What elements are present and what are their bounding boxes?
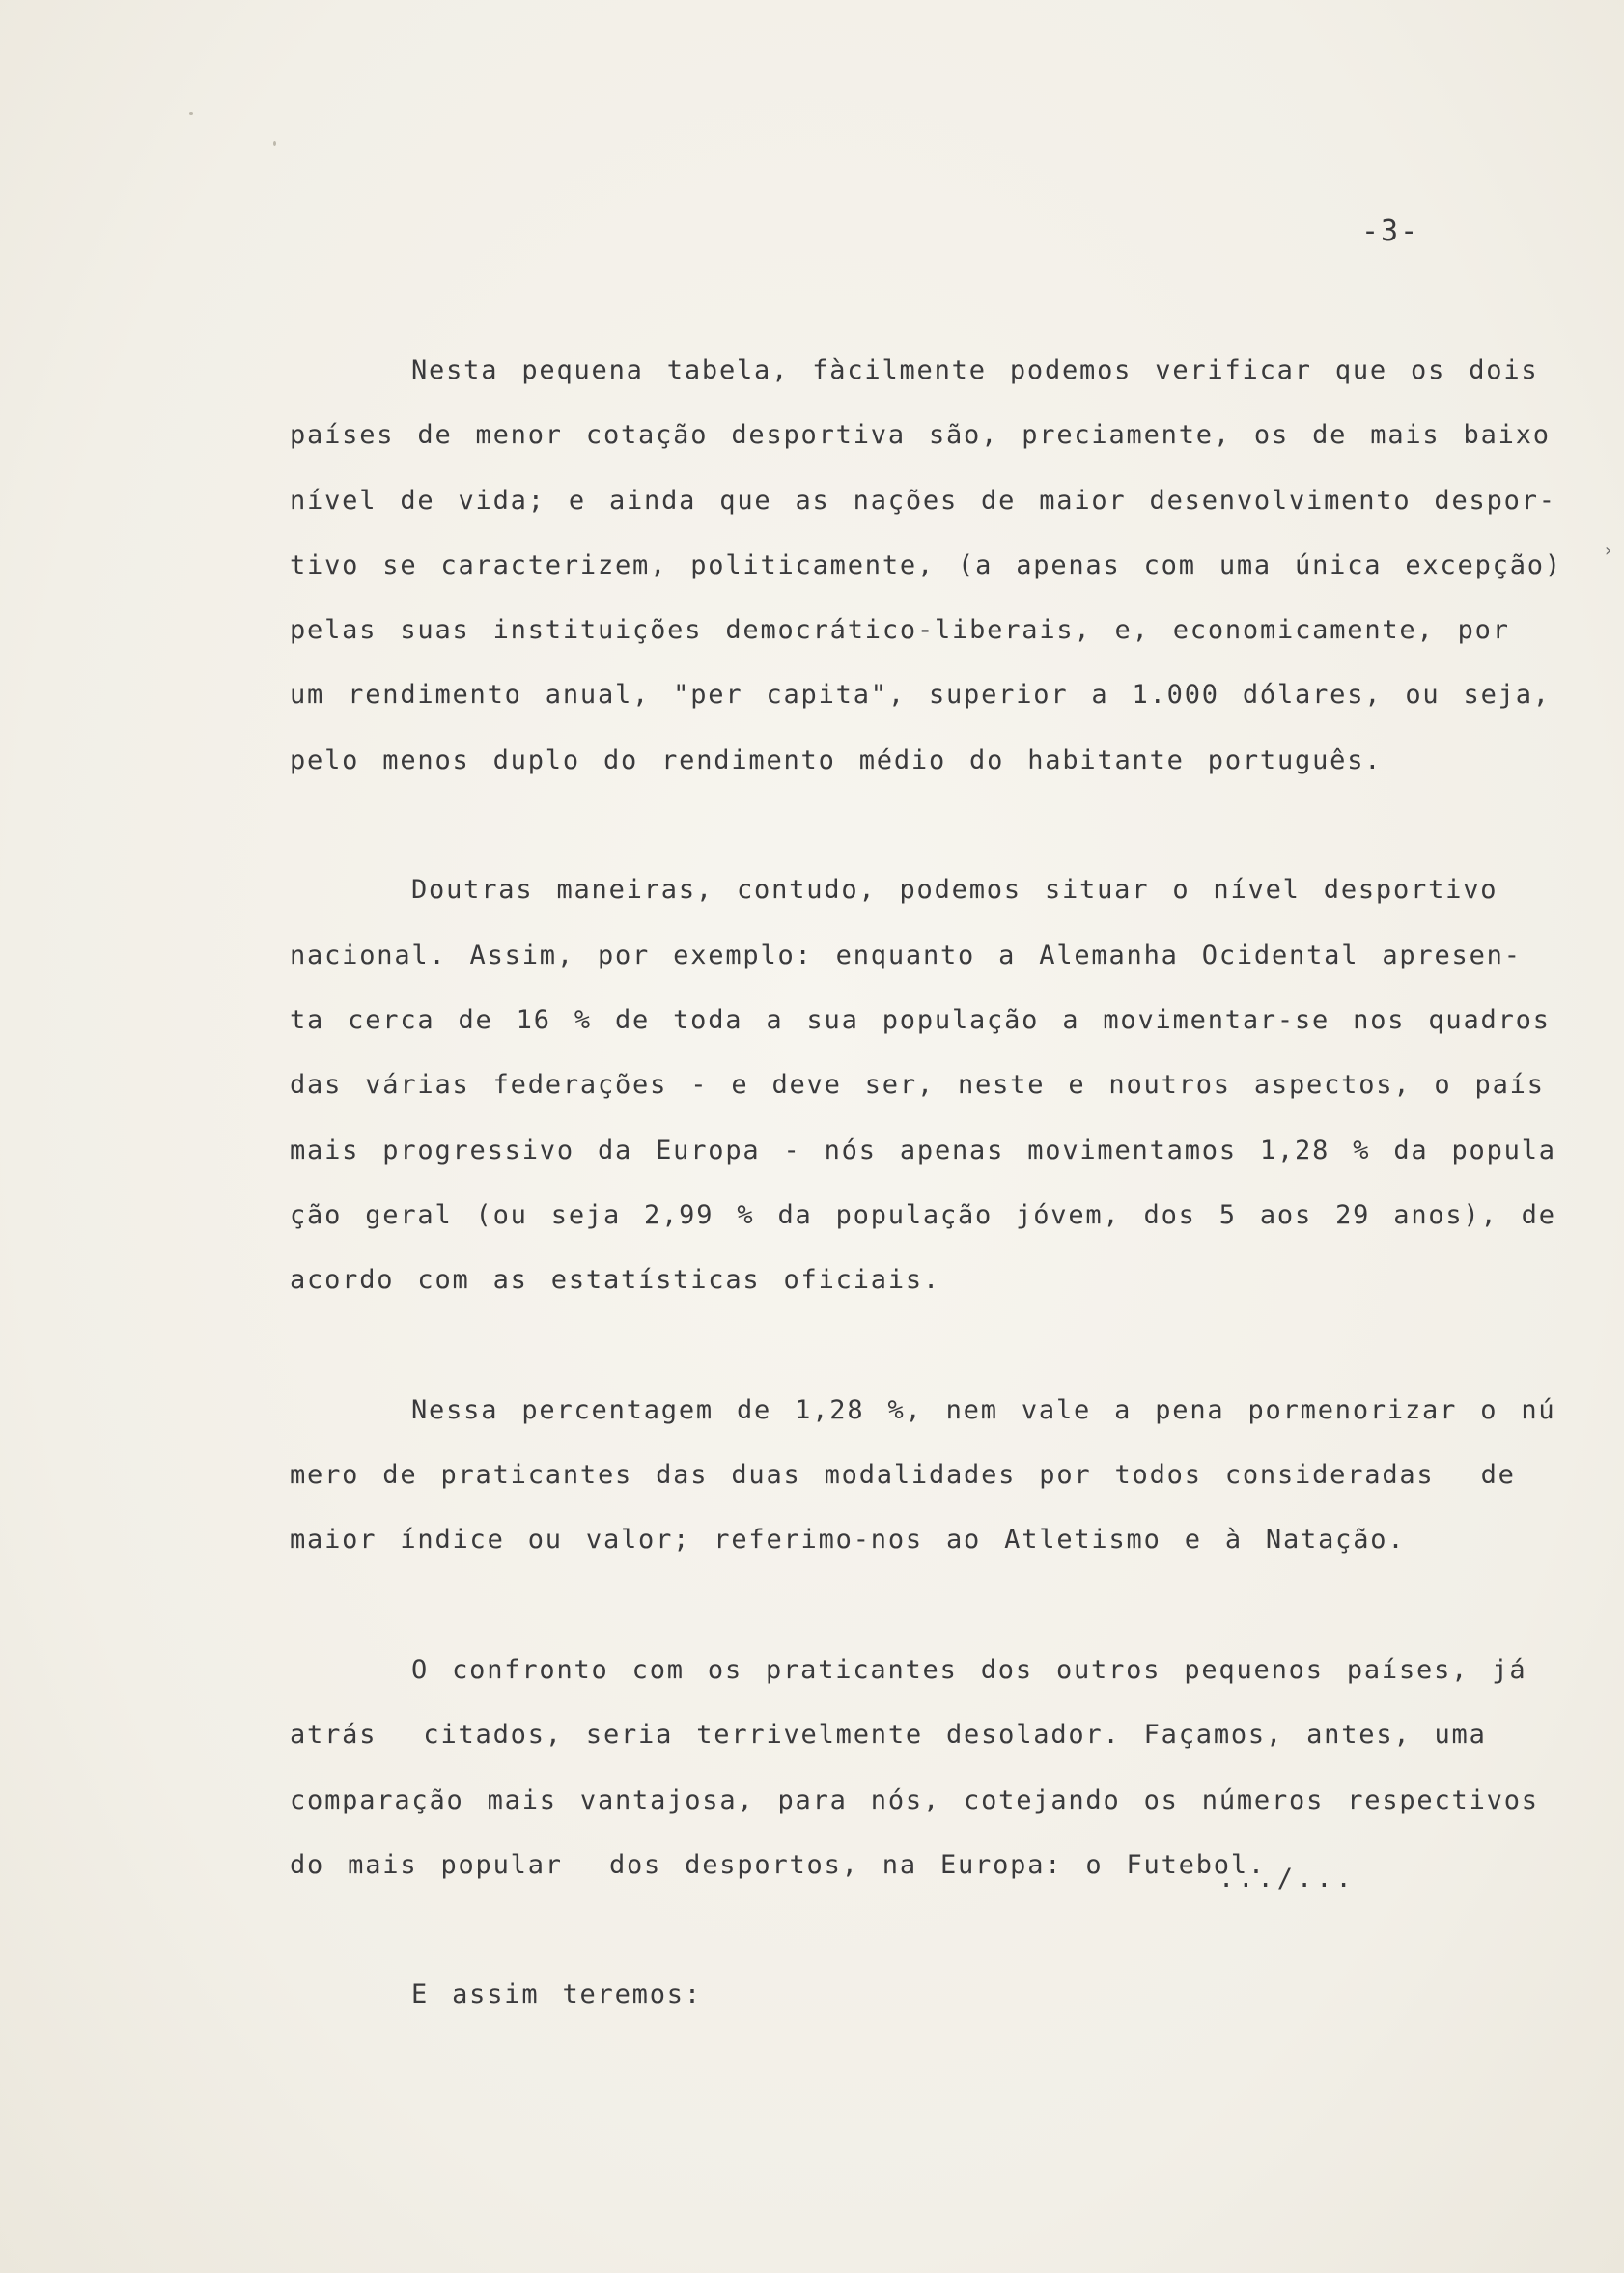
paragraph xyxy=(290,1962,1497,2027)
text-line: mero de praticantes das duas modalidades por todos consideradas de xyxy=(290,1460,1516,1491)
text-line: nacional. Assim, por exemplo: enquanto a Alemanha Ocidental apresen- xyxy=(290,940,1522,970)
text-line: Nessa percentagem de 1,28 %, nem vale a pena pormenorizar o nú xyxy=(411,1394,1556,1425)
document-body xyxy=(290,338,1562,2028)
paragraph xyxy=(290,857,1556,1312)
text-line: tivo se caracterizem, politicamente, (a apenas com uma única excepção) xyxy=(290,549,1562,580)
paragraph xyxy=(290,1378,1556,1573)
paragraph-gap xyxy=(290,1573,1497,1638)
text-line: atrás citados, seria terrivelmente desolador. Façamos, antes, uma xyxy=(290,1720,1487,1751)
paper-speck xyxy=(189,112,193,115)
text-line: comparação mais vantajosa, para nós, cotejando os números respectivos xyxy=(290,1784,1539,1815)
text-line: E assim teremos: xyxy=(411,1979,702,2010)
text-line: mais progressivo da Europa - nós apenas movimentamos 1,28 % da popula xyxy=(290,1135,1556,1165)
text-line: acordo com as estatísticas oficiais. xyxy=(290,1265,940,1296)
paragraph-gap xyxy=(290,1897,1497,1962)
continuation-mark: .../... xyxy=(1218,1864,1356,1894)
text-line: Nesta pequena tabela, fàcilmente podemos verificar que os dois xyxy=(411,355,1539,385)
text-line: das várias federações - e deve ser, neste e noutros aspectos, o país xyxy=(290,1070,1545,1101)
paragraph-gap xyxy=(290,793,1497,857)
text-line: O confronto com os praticantes dos outros pequenos países, já xyxy=(411,1654,1527,1685)
page-number: -3- xyxy=(1361,214,1420,248)
paragraph xyxy=(290,338,1562,793)
text-line: pelas suas instituições democrático-liberais, e, economicamente, por xyxy=(290,615,1510,646)
text-line: maior índice ou valor; referimo-nos ao Atletismo e à Natação. xyxy=(290,1525,1406,1556)
text-line: do mais popular dos desportos, na Europa: o Futebol. xyxy=(290,1849,1266,1880)
text-line: ção geral (ou seja 2,99 % da população jóvem, dos 5 aos 29 anos), de xyxy=(290,1199,1556,1230)
paper-speck xyxy=(273,141,276,146)
paragraph-gap xyxy=(290,1312,1497,1377)
text-line: um rendimento anual, "per capita", superior a 1.000 dólares, ou seja, xyxy=(290,680,1551,711)
text-line: pelo menos duplo do rendimento médio do habitante português. xyxy=(290,744,1383,775)
text-line: ta cerca de 16 % de toda a sua população a movimentar-se nos quadros xyxy=(290,1004,1551,1035)
text-line: nível de vida; e ainda que as nações de maior desenvolvimento despor- xyxy=(290,485,1556,516)
text-line: Doutras maneiras, contudo, podemos situar o nível desportivo xyxy=(411,875,1498,906)
paragraph xyxy=(290,1638,1539,1897)
text-line: países de menor cotação desportiva são, preciamente, os de mais baixo xyxy=(290,420,1551,451)
margin-mark: › xyxy=(1603,541,1613,561)
